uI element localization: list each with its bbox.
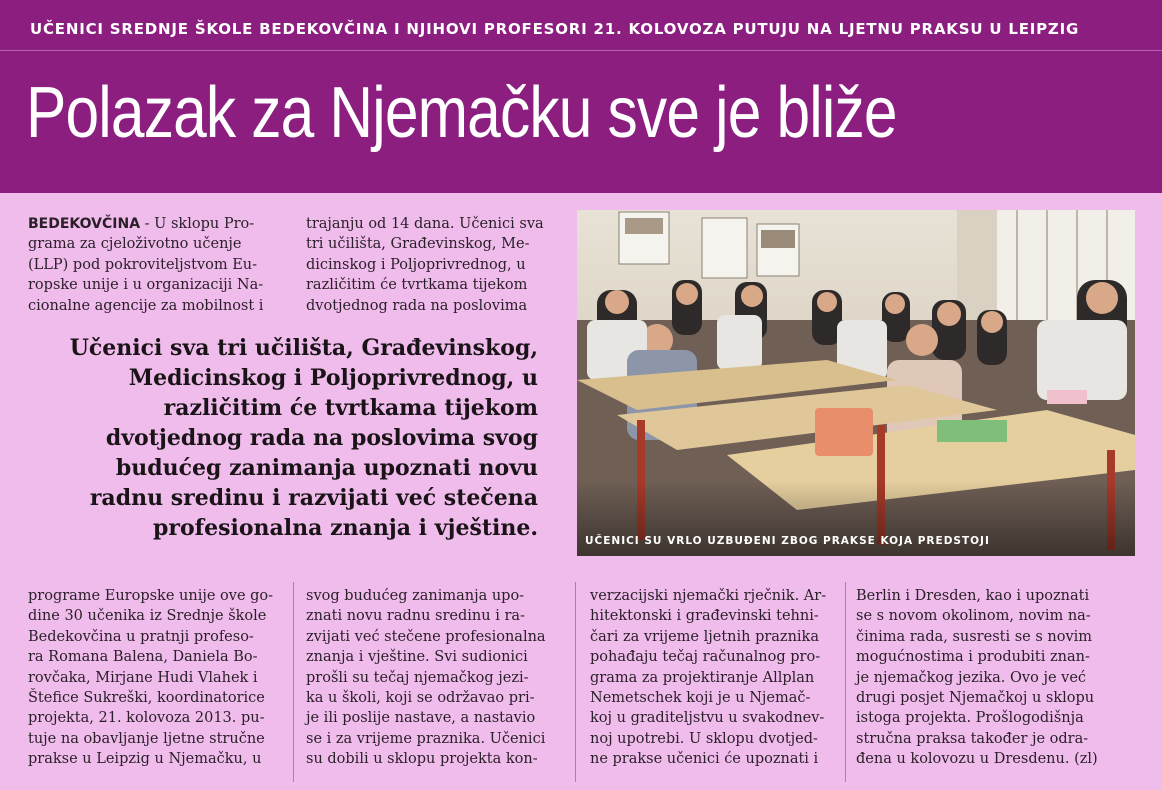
text-line: ra Romana Balena, Daniela Bo-	[28, 649, 258, 666]
text-line: verzacijski njemački rječnik. Ar-	[590, 588, 827, 604]
text-line: prošli su tečaj njemačkog jezi-	[306, 669, 529, 686]
article-kicker: UČENICI SREDNJE ŠKOLE BEDEKOVČINA I NJIHOVI PROFESORI 21. KOLOVOZA PUTUJU NA LJETNU PRAKSU U LEIPZIG	[30, 20, 1080, 38]
intro-column-2	[306, 214, 544, 316]
text-line: tri učilišta, Građevinskog, Me-	[306, 236, 530, 253]
body-column-1	[28, 586, 273, 770]
text-line: je ili poslije nastave, a nastavio	[306, 710, 536, 727]
text-line: prakse u Leipzig u Njemačku, u	[28, 751, 262, 768]
column-divider	[575, 582, 576, 782]
text-line: svog budućeg zanimanja upo-	[306, 588, 525, 604]
body-column-2	[306, 586, 546, 770]
text-line: Bedekovčina u pratnji profeso-	[28, 628, 254, 645]
kicker-divider	[0, 50, 1162, 51]
text-line: rovčaka, Mirjane Hudi Vlahek i	[28, 669, 258, 686]
text-line: znanja i vještine. Svi sudionici	[306, 649, 528, 666]
text-line: znati novu radnu sredinu i ra-	[306, 608, 525, 625]
text-line: (LLP) pod pokroviteljstvom Eu-	[28, 256, 258, 273]
text-line: je njemačkog jezika. Ovo je već	[856, 669, 1087, 686]
text-line: istoga projekta. Prošlogodišnja	[856, 710, 1084, 727]
text-line: drugi posjet Njemačkoj u sklopu	[856, 689, 1095, 706]
text-line: različitim će tvrtkama tijekom	[306, 277, 528, 294]
text-line: Berlin i Dresden, kao i upoznati	[856, 588, 1090, 604]
text-line: grama za projektiranje Allplan	[590, 669, 815, 686]
pull-quote-line: dvotjednog rada na poslovima svog	[105, 425, 538, 451]
text-line: mogućnostima i produbiti znan-	[856, 649, 1090, 666]
pull-quote	[28, 333, 538, 543]
photo-caption: UČENICI SU VRLO UZBUĐENI ZBOG PRAKSE KOJA PREDSTOJI	[585, 535, 990, 547]
text-line: se s novom okolinom, novim na-	[856, 608, 1091, 625]
pull-quote-line: Učenici sva tri učilišta, Građevinskog,	[69, 335, 538, 361]
pull-quote-line: Medicinskog i Poljoprivrednog, u	[128, 365, 538, 391]
pull-quote-line: profesionalna znanja i vještine.	[153, 515, 538, 541]
text-line: ka u školi, koji se održavao pri-	[306, 689, 535, 706]
text-line: ne prakse učenici će upoznati i	[590, 751, 819, 768]
text-line: čari za vrijeme ljetnih praznika	[590, 628, 819, 645]
pull-quote-line: različitim će tvrtkama tijekom	[163, 395, 538, 421]
text-line: dicinskog i Poljoprivrednog, u	[306, 256, 526, 273]
article-headline: Polazak za Njemačku sve je bliže	[26, 73, 897, 153]
text-line: zvijati već stečene profesionalna	[306, 628, 546, 645]
text-line: programe Europske unije ove go-	[28, 588, 274, 604]
intro-first-line: BEDEKOVČINA - U sklopu Pro-	[28, 216, 255, 232]
text-line: koj u graditeljstvu u svakodnev-	[590, 710, 825, 727]
pull-quote-line: budućeg zanimanja upoznati novu	[115, 455, 538, 481]
text-line: cionalne agencije za mobilnost i	[28, 297, 264, 314]
text-line: se i za vrijeme praznika. Učenici	[306, 730, 546, 747]
text-line: hitektonski i građevinski tehni-	[590, 608, 819, 625]
text-line: pohađaju tečaj računalnog pro-	[590, 649, 821, 666]
text-line: stručna praksa također je odra-	[856, 730, 1089, 747]
text-line: đena u kolovozu u Dresdenu. (zl)	[856, 751, 1098, 768]
text-line: Štefice Sukreški, koordinatorice	[28, 689, 265, 706]
classroom-photo	[577, 210, 1135, 556]
text-line: ropske unije i u organizaciji Na-	[28, 277, 264, 294]
text-line: su dobili u sklopu projekta kon-	[306, 751, 538, 768]
intro-column-1	[28, 214, 263, 316]
text-line: činima rada, susresti se s novim	[856, 628, 1093, 645]
column-divider	[845, 582, 846, 782]
body-column-4	[856, 586, 1098, 770]
pull-quote-line: radnu sredinu i razvijati već stečena	[89, 485, 538, 511]
text-line: dine 30 učenika iz Srednje škole	[28, 608, 267, 625]
text-line: noj upotrebi. U sklopu dvotjed-	[590, 730, 818, 747]
column-divider	[293, 582, 294, 782]
text-line: projekta, 21. kolovoza 2013. pu-	[28, 710, 265, 727]
body-column-3	[590, 586, 826, 770]
text-line: Nemetschek koji je u Njemač-	[590, 689, 811, 706]
text-line: grama za cjeloživotno učenje	[28, 236, 242, 253]
text-line: trajanju od 14 dana. Učenici sva	[306, 216, 544, 232]
dateline-location: BEDEKOVČINA	[28, 216, 141, 232]
text-line: dvotjednog rada na poslovima	[306, 297, 528, 314]
text-line: tuje na obavljanje ljetne stručne	[28, 730, 265, 747]
